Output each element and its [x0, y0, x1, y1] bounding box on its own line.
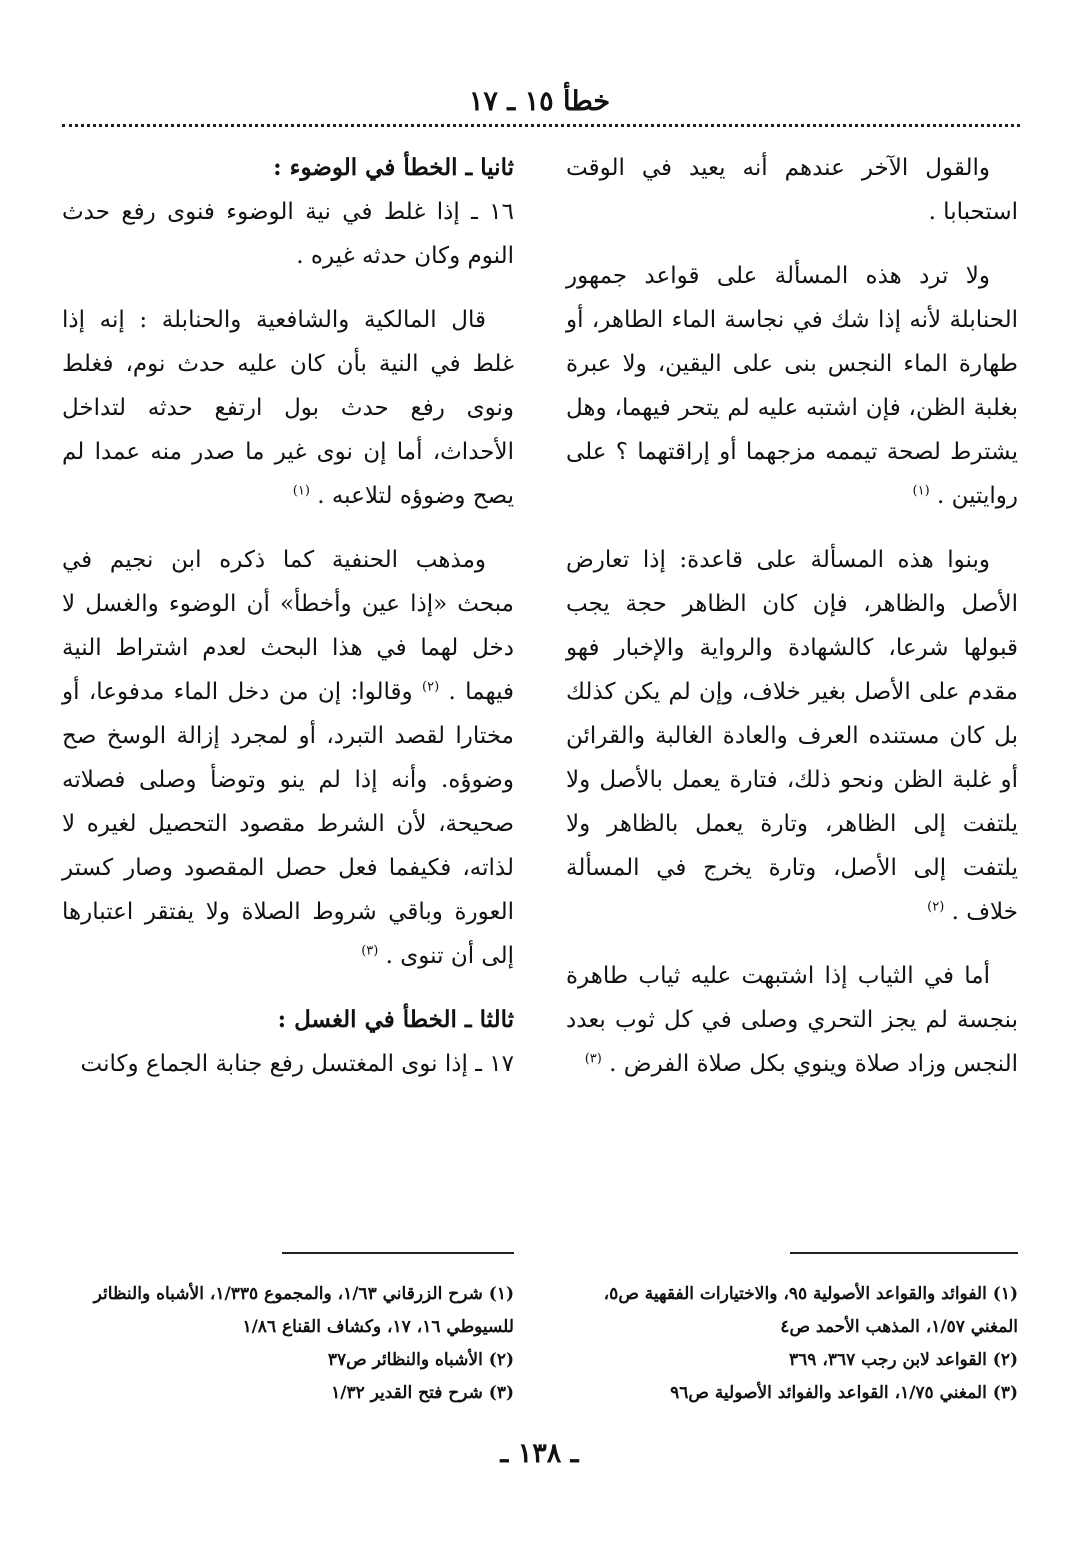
paragraph: [566, 538, 1018, 934]
paragraph: [62, 538, 514, 978]
right-column: [566, 146, 1018, 1106]
section-heading: ثانيا ـ الخطأ في الوضوء :: [273, 154, 514, 181]
running-header: خطأ ١٥ ـ ١٧: [468, 86, 611, 117]
paragraph: [566, 954, 1018, 1086]
footnote-ref: (١): [292, 483, 310, 499]
footnote-separator: [282, 1252, 514, 1254]
footnotes-left: [62, 1278, 514, 1410]
numbered-item: ١٦ ـ إذا غلط في نية الوضوء فنوى رفع حدث النوم وكان حدثه غيره .: [62, 199, 514, 269]
footnote-ref: (٣): [584, 1051, 602, 1067]
footnote: (٣) المغني ١/٧٥، القواعد والفوائد الأصولية ص٩٦: [670, 1383, 1018, 1403]
paragraph-text: ولا ترد هذه المسألة على قواعد جمهور الحنابلة لأنه إذا شك في نجاسة الماء الطاهر، أو طهارة الماء النجس بنى على اليقين، ولا عبرة بغلبة الظن، فإن اشتبه عليه لم يتحر فيهما، وهل يشترط لصحة تيممه مزجهما أو إراقتهما ؟ على روايتين .: [566, 263, 1018, 509]
footnote-ref: (٢): [927, 899, 945, 915]
footnotes-right: [566, 1278, 1018, 1410]
footnote: (١) الفوائد والقواعد الأصولية ٩٥، والاختيارات الفقهية ص٥، المغني ١/٥٧، المذهب الأحمد ص٤: [603, 1284, 1018, 1337]
paragraph-text: ومذهب الحنفية كما ذكره ابن نجيم في مبحث «إذا عين وأخطأ» أن الوضوء والغسل لا دخل لهما في هذا البحث لعدم اشتراط النية فيهما .: [62, 547, 515, 705]
paragraph-text: قال المالكية والشافعية والحنابلة : إنه إذا غلط في النية بأن كان عليه حدث نوم، فغلط ونوى رفع حدث بول ارتفع حدثه لتداخل الأحداث، أما إن نوى غير ما صدر منه عمدا لم يصح وضوؤه لتلاعبه .: [62, 307, 514, 509]
footnote-ref: (١): [912, 483, 930, 499]
footnote: (٢) القواعد لابن رجب ٣٦٧، ٣٦٩: [789, 1350, 1018, 1370]
page-number: ـ ١٣٨ ـ: [500, 1438, 579, 1469]
footnote: (١) شرح الزرقاني ١/٦٣، والمجموع ١/٣٣٥، الأشباه والنظائر للسيوطي ١٦، ١٧، وكشاف القناع ١/٨٦: [93, 1284, 514, 1337]
paragraph: [566, 254, 1018, 518]
left-column: [62, 146, 514, 1106]
numbered-item: ١٧ ـ إذا نوى المغتسل رفع جنابة الجماع وكانت: [80, 1051, 514, 1077]
paragraph-text: وقالوا: إن من دخل الماء مدفوعا، أو مختارا لقصد التبرد، أو لمجرد إزالة الوسخ صح وضوؤه. وأنه إذا لم ينو وتوضأ وصلى فصلاته صحيحة، لأن الشرط مقصود التحصيل لغيره لا لذاته، فكيفما فعل حصل المقصود وصار كستر العورة وباقي شروط الصلاة ولا يفتقر اعتبارها إلى أن تنوى .: [62, 679, 514, 969]
paragraph-text: أما في الثياب إذا اشتبهت عليه ثياب طاهرة بنجسة لم يجز التحري وصلى في كل ثوب بعدد النجس وزاد صلاة وينوي بكل صلاة الفرض .: [566, 963, 1018, 1077]
footnote: (٢) الأشباه والنظائر ص٣٧: [327, 1350, 514, 1370]
header-dotted-rule: [62, 124, 1020, 127]
footnote-separator: [790, 1252, 1018, 1254]
paragraph: [566, 146, 1018, 234]
footnote-ref: (٢): [422, 679, 440, 695]
footnote-ref: (٣): [361, 943, 379, 959]
paragraph-text: والقول الآخر عندهم أنه يعيد في الوقت استحبابا .: [566, 155, 1018, 225]
footnote: (٣) شرح فتح القدير ١/٣٢: [331, 1383, 514, 1403]
paragraph: [62, 298, 514, 518]
section-heading: ثالثا ـ الخطأ في الغسل :: [277, 1006, 514, 1033]
paragraph-text: وبنوا هذه المسألة على قاعدة: إذا تعارض الأصل والظاهر، فإن كان الظاهر حجة يجب قبولها شرعا، كالشهادة والرواية والإخبار فهو مقدم على الأصل بغير خلاف، وإن لم يكن كذلك بل كان مستنده العرف والعادة الغالبة والقرائن أو غلبة الظن ونحو ذلك، فتارة يعمل بالأصل ولا يلتفت إلى الظاهر، وتارة يعمل بالظاهر ولا يلتفت إلى الأصل، وتارة يخرج في المسألة خلاف .: [566, 547, 1018, 925]
